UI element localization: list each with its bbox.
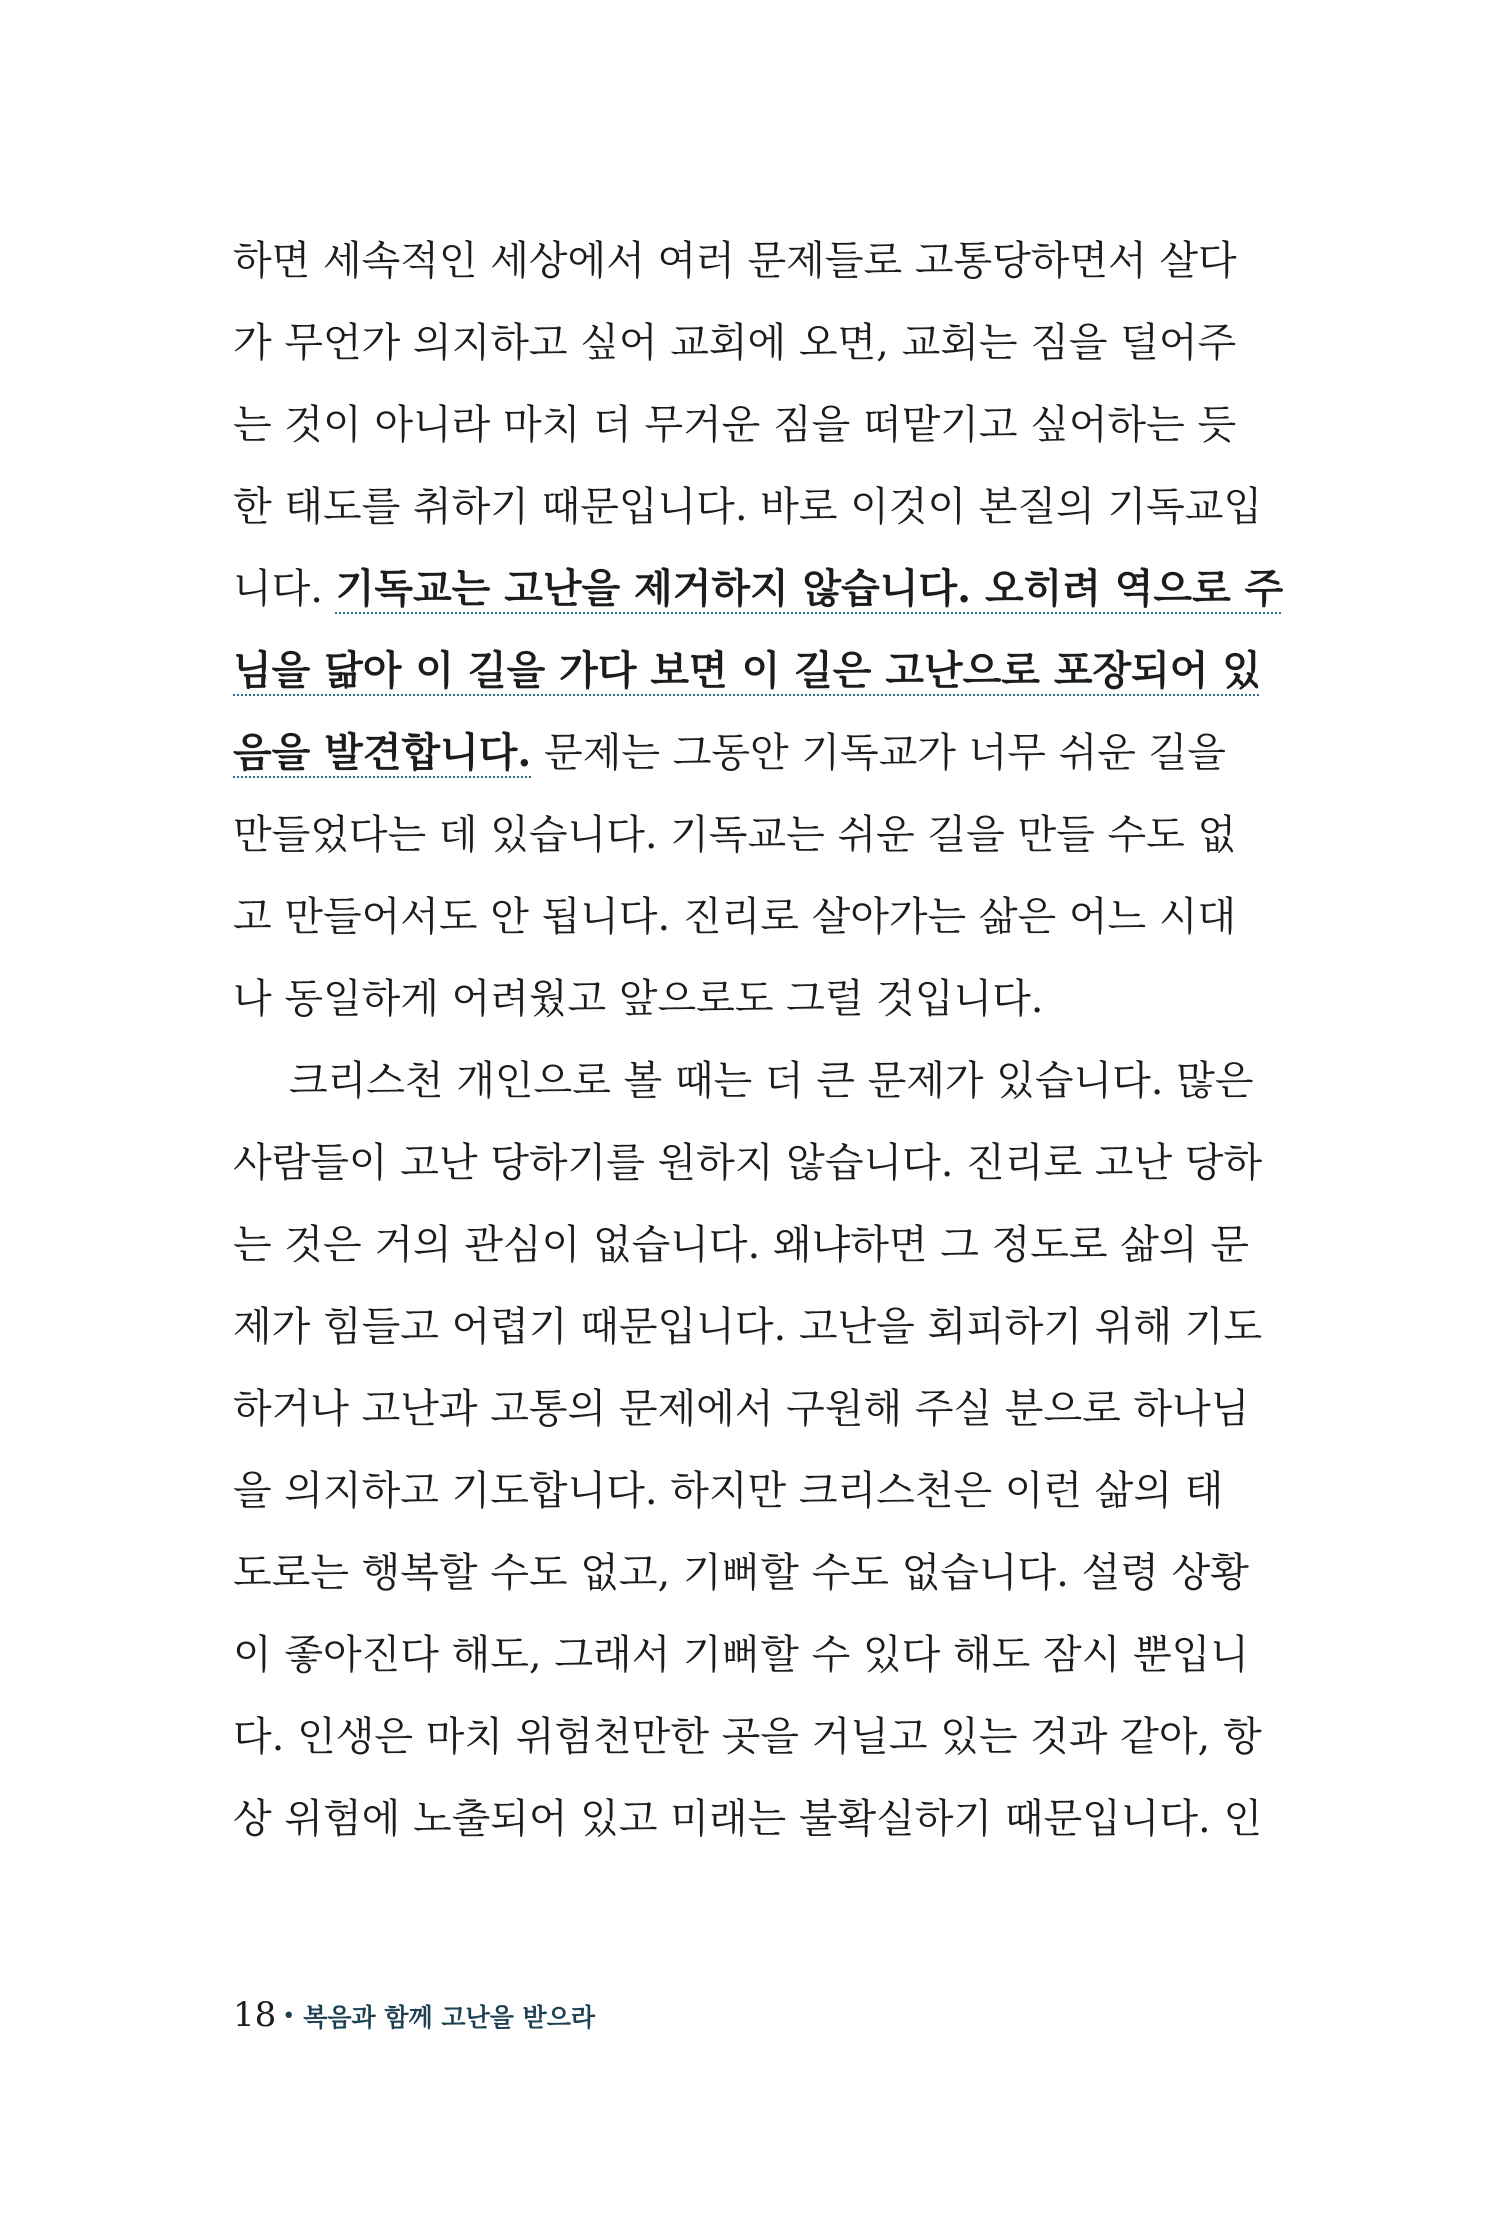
text-segment: 크리스천 개인으로 볼 때는 더 큰 문제가 있습니다. 많은: [289, 1058, 1254, 1104]
text-segment: 한 태도를 취하기 때문입니다. 바로 이것이 본질의 기독교입: [233, 484, 1263, 530]
text-segment: 만들었다는 데 있습니다. 기독교는 쉬운 길을 만들 수도 없: [233, 812, 1237, 858]
text-segment: 다. 인생은 마치 위험천만한 곳을 거닐고 있는 것과 같아, 항: [233, 1714, 1262, 1760]
page-number: 18: [233, 1995, 277, 2035]
text-line: [233, 712, 1226, 794]
text-line: [233, 1614, 1249, 1696]
text-line: [233, 794, 1237, 876]
text-line: [233, 1532, 1249, 1614]
emphasized-text: 음을 발견합니다.: [233, 729, 532, 776]
text-line: [233, 1122, 1263, 1204]
text-segment: 나 동일하게 어려웠고 앞으로도 그럴 것입니다.: [233, 976, 1044, 1022]
book-title: 복음과 함께 고난을 받으라: [303, 2003, 596, 2032]
text-segment: 하면 세속적인 세상에서 여러 문제들로 고통당하면서 살다: [233, 238, 1237, 284]
text-segment: 제가 힘들고 어렵기 때문입니다. 고난을 회피하기 위해 기도: [233, 1304, 1263, 1350]
text-line: [233, 302, 1237, 384]
text-line: [233, 548, 1284, 630]
body-text: [233, 220, 1284, 1860]
text-line: [233, 1696, 1262, 1778]
text-segment: 는 것이 아니라 마치 더 무거운 짐을 떠맡기고 싶어하는 듯: [233, 402, 1237, 448]
text-segment: 가 무언가 의지하고 싶어 교회에 오면, 교회는 짐을 덜어주: [233, 320, 1237, 366]
emphasized-text: 기독교는 고난을 제거하지 않습니다. 오히려 역으로 주: [335, 565, 1284, 612]
text-segment: 도로는 행복할 수도 없고, 기뻐할 수도 없습니다. 설령 상황: [233, 1550, 1249, 1596]
text-line: [233, 466, 1263, 548]
text-line: [233, 1450, 1224, 1532]
text-line: [233, 384, 1237, 466]
text-segment: 사람들이 고난 당하기를 원하지 않습니다. 진리로 고난 당하: [233, 1140, 1263, 1186]
page-footer: [233, 1990, 595, 2040]
text-line: [233, 958, 1205, 1040]
text-segment: 이 좋아진다 해도, 그래서 기뻐할 수 있다 해도 잠시 뿐입니: [233, 1632, 1249, 1678]
emphasized-text: 님을 닮아 이 길을 가다 보면 이 길은 고난으로 포장되어 있: [233, 647, 1261, 694]
text-line: [233, 220, 1237, 302]
text-segment: 는 것은 거의 관심이 없습니다. 왜냐하면 그 정도로 삶의 문: [233, 1222, 1249, 1268]
text-segment: 문제는 그동안 기독교가 너무 쉬운 길을: [531, 730, 1226, 776]
text-segment: 니다.: [233, 566, 336, 612]
footer-bullet: •: [282, 2004, 296, 2029]
text-line: [233, 876, 1237, 958]
text-segment: 을 의지하고 기도합니다. 하지만 크리스천은 이런 삶의 태: [233, 1468, 1224, 1514]
text-line: [233, 1286, 1263, 1368]
text-line: [233, 1040, 1254, 1122]
text-line: [233, 630, 1261, 712]
text-line: [233, 1204, 1249, 1286]
text-segment: 상 위험에 노출되어 있고 미래는 불확실하기 때문입니다. 인: [233, 1796, 1263, 1842]
text-line: [233, 1778, 1263, 1860]
text-segment: 하거나 고난과 고통의 문제에서 구원해 주실 분으로 하나님: [233, 1386, 1250, 1432]
text-line: [233, 1368, 1250, 1450]
text-segment: 고 만들어서도 안 됩니다. 진리로 살아가는 삶은 어느 시대: [233, 894, 1237, 940]
